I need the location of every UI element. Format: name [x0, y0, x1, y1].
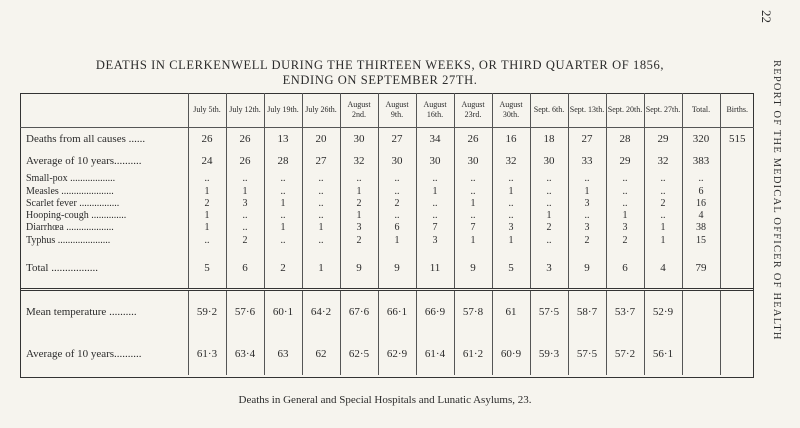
cell: 1	[606, 210, 644, 222]
cell: 7	[454, 222, 492, 234]
cell: 27	[302, 150, 340, 172]
cell: 9	[340, 248, 378, 290]
cell: 63·4	[226, 333, 264, 375]
col-header: August 2nd.	[340, 93, 378, 128]
cell: 1	[492, 234, 530, 248]
cell: 61·3	[188, 333, 226, 375]
cell: 1	[378, 234, 416, 248]
cell: 57·5	[568, 333, 606, 375]
page-number: 22	[759, 10, 774, 23]
cell	[720, 186, 754, 198]
cell	[720, 172, 754, 186]
cell: ..	[378, 172, 416, 186]
cell: 7	[416, 222, 454, 234]
row-avg10_temp	[20, 333, 754, 375]
cell: 2	[226, 234, 264, 248]
cell: 20	[302, 128, 340, 151]
cell: 1	[302, 248, 340, 290]
cell: 60·9	[492, 333, 530, 375]
cell	[682, 333, 720, 375]
cell: 3	[568, 222, 606, 234]
cell: 2	[340, 198, 378, 210]
cell	[720, 234, 754, 248]
cell: 1	[644, 234, 682, 248]
row-label: Mean temperature ..........	[26, 306, 137, 318]
cell: 2	[378, 198, 416, 210]
cell: 27	[568, 128, 606, 151]
cell: 26	[226, 150, 264, 172]
cell: 3	[340, 222, 378, 234]
cell: ..	[492, 210, 530, 222]
cell: 28	[264, 150, 302, 172]
cell: ..	[644, 210, 682, 222]
cell: 32	[492, 150, 530, 172]
col-header: July 26th.	[302, 93, 340, 128]
cell: 30	[340, 128, 378, 151]
cell: 1	[226, 186, 264, 198]
cell: 1	[340, 210, 378, 222]
cell: 1	[454, 198, 492, 210]
row-label: Average of 10 years..........	[26, 155, 142, 167]
row-label: Measles .....................	[26, 186, 114, 197]
row-label: Diarrhœa ...................	[26, 222, 114, 233]
col-header: August 16th.	[416, 93, 454, 128]
row-label: Total .................	[26, 262, 98, 274]
cell: 6	[682, 186, 720, 198]
cell: ..	[568, 172, 606, 186]
cell: 30	[530, 150, 568, 172]
cell: ..	[644, 186, 682, 198]
cell: ..	[644, 172, 682, 186]
cell: 1	[454, 234, 492, 248]
cell: 61·4	[416, 333, 454, 375]
cell: ..	[682, 172, 720, 186]
cell: 3	[530, 248, 568, 290]
running-header: REPORT OF THE MEDICAL OFFICER OF HEALTH	[771, 60, 782, 341]
cell: 61·2	[454, 333, 492, 375]
cell: ..	[188, 172, 226, 186]
cell: 38	[682, 222, 720, 234]
cell: 2	[644, 198, 682, 210]
cell: ..	[454, 186, 492, 198]
col-header: Sept. 6th.	[530, 93, 568, 128]
cell: 1	[188, 210, 226, 222]
cell: 4	[682, 210, 720, 222]
cell: 5	[492, 248, 530, 290]
cell: 66·1	[378, 290, 416, 334]
cell: 79	[682, 248, 720, 290]
cell: 1	[264, 198, 302, 210]
cell: 56·1	[644, 333, 682, 375]
cell: 26	[188, 128, 226, 151]
row-diarrhoea	[20, 222, 754, 234]
col-header: August 30th.	[492, 93, 530, 128]
cell: 3	[416, 234, 454, 248]
cell: ..	[302, 186, 340, 198]
cell: 33	[568, 150, 606, 172]
row-label: Hooping-cough ..............	[26, 210, 127, 221]
cell: 59·3	[530, 333, 568, 375]
cell: ..	[568, 210, 606, 222]
row-label: Average of 10 years..........	[26, 348, 142, 360]
cell: ..	[378, 186, 416, 198]
cell: 61	[492, 290, 530, 334]
cell: 30	[378, 150, 416, 172]
cell: ..	[264, 186, 302, 198]
cell: 60·1	[264, 290, 302, 334]
cell: 383	[682, 150, 720, 172]
cell: 62	[302, 333, 340, 375]
cell: 32	[340, 150, 378, 172]
col-header: Sept. 27th.	[644, 93, 682, 128]
cell: 16	[682, 198, 720, 210]
deaths-table	[20, 93, 754, 375]
cell: 29	[606, 150, 644, 172]
cell: 27	[378, 128, 416, 151]
cell: 24	[188, 150, 226, 172]
cell: 2	[568, 234, 606, 248]
cell: 57·5	[530, 290, 568, 334]
cell: 2	[188, 198, 226, 210]
cell: 13	[264, 128, 302, 151]
row-typhus	[20, 234, 754, 248]
row-label: Scarlet fever ................	[26, 198, 120, 209]
cell: ..	[416, 210, 454, 222]
cell: 3	[568, 198, 606, 210]
cell: ..	[302, 234, 340, 248]
cell: 3	[226, 198, 264, 210]
cell: 1	[340, 186, 378, 198]
col-header-births: Births.	[720, 93, 754, 128]
cell: ..	[302, 172, 340, 186]
cell: ..	[264, 172, 302, 186]
cell: 4	[644, 248, 682, 290]
cell: 515	[720, 128, 754, 151]
cell: 29	[644, 128, 682, 151]
row-mean_temp	[20, 290, 754, 334]
cell	[720, 222, 754, 234]
row-total	[20, 248, 754, 290]
cell: 6	[226, 248, 264, 290]
cell: 2	[606, 234, 644, 248]
cell: ..	[226, 210, 264, 222]
header-row	[20, 93, 754, 128]
cell: 67·6	[340, 290, 378, 334]
cell: ..	[454, 210, 492, 222]
cell	[720, 198, 754, 210]
cell: 28	[606, 128, 644, 151]
header-corner	[20, 93, 188, 128]
cell: 62·5	[340, 333, 378, 375]
cell	[720, 333, 754, 375]
cell: 1	[644, 222, 682, 234]
row-label: Typhus .....................	[26, 235, 111, 246]
cell: 52·9	[644, 290, 682, 334]
cell: ..	[416, 198, 454, 210]
cell: 3	[606, 222, 644, 234]
cell: 26	[454, 128, 492, 151]
row-label: Small-pox ..................	[26, 173, 116, 184]
cell: ..	[492, 198, 530, 210]
cell: ..	[340, 172, 378, 186]
cell: ..	[416, 172, 454, 186]
cell: 34	[416, 128, 454, 151]
cell: ..	[530, 172, 568, 186]
cell: 66·9	[416, 290, 454, 334]
col-header: Sept. 20th.	[606, 93, 644, 128]
cell: 32	[644, 150, 682, 172]
col-header: July 12th.	[226, 93, 264, 128]
col-header: Sept. 13th.	[568, 93, 606, 128]
cell: ..	[264, 210, 302, 222]
cell	[720, 248, 754, 290]
cell: ..	[530, 198, 568, 210]
row-hooping	[20, 210, 754, 222]
row-avg10	[20, 150, 754, 172]
table-title: DEATHS IN CLERKENWELL DURING THE THIRTEEN WEEKS, OR THIRD QUARTER OF 1856,	[95, 58, 665, 72]
cell: 11	[416, 248, 454, 290]
cell: 9	[568, 248, 606, 290]
col-header-total: Total.	[682, 93, 720, 128]
cell: 6	[378, 222, 416, 234]
cell	[720, 210, 754, 222]
row-measles	[20, 186, 754, 198]
footnote: Deaths in General and Special Hospitals and Lunatic Asylums, 23.	[238, 394, 532, 406]
cell: 2	[340, 234, 378, 248]
cell: 2	[264, 248, 302, 290]
cell: 1	[416, 186, 454, 198]
cell	[682, 290, 720, 334]
col-header: August 9th.	[378, 93, 416, 128]
col-header: August 23rd.	[454, 93, 492, 128]
cell: 9	[454, 248, 492, 290]
cell: 1	[188, 222, 226, 234]
cell: 64·2	[302, 290, 340, 334]
cell: 26	[226, 128, 264, 151]
cell: 53·7	[606, 290, 644, 334]
cell: 1	[492, 186, 530, 198]
cell: 3	[492, 222, 530, 234]
cell	[720, 150, 754, 172]
cell: 57·2	[606, 333, 644, 375]
cell: 57·6	[226, 290, 264, 334]
row-scarlet	[20, 198, 754, 210]
cell: 16	[492, 128, 530, 151]
cell: ..	[378, 210, 416, 222]
cell: 320	[682, 128, 720, 151]
col-header: July 19th.	[264, 93, 302, 128]
row-label: Deaths from all causes ......	[26, 133, 146, 145]
cell: 1	[264, 222, 302, 234]
cell: 30	[416, 150, 454, 172]
cell: 63	[264, 333, 302, 375]
cell: 2	[530, 222, 568, 234]
table-subtitle: ENDING ON SEPTEMBER 27TH.	[282, 73, 478, 87]
cell: ..	[302, 210, 340, 222]
cell: ..	[606, 198, 644, 210]
cell: ..	[530, 186, 568, 198]
cell: 1	[188, 186, 226, 198]
cell: ..	[606, 186, 644, 198]
cell: 1	[302, 222, 340, 234]
cell: ..	[454, 172, 492, 186]
cell: ..	[606, 172, 644, 186]
cell: ..	[226, 172, 264, 186]
cell: 18	[530, 128, 568, 151]
cell: ..	[264, 234, 302, 248]
cell: ..	[492, 172, 530, 186]
row-deaths	[20, 128, 754, 151]
col-header: July 5th.	[188, 93, 226, 128]
cell: 6	[606, 248, 644, 290]
cell: ..	[226, 222, 264, 234]
cell: 9	[378, 248, 416, 290]
cell: 15	[682, 234, 720, 248]
cell	[720, 290, 754, 334]
row-smallpox	[20, 172, 754, 186]
cell: 59·2	[188, 290, 226, 334]
cell: 5	[188, 248, 226, 290]
cell: 1	[530, 210, 568, 222]
cell: ..	[188, 234, 226, 248]
cell: 1	[568, 186, 606, 198]
cell: 57·8	[454, 290, 492, 334]
cell: 58·7	[568, 290, 606, 334]
cell: 62·9	[378, 333, 416, 375]
cell: 30	[454, 150, 492, 172]
cell: ..	[302, 198, 340, 210]
cell: ..	[530, 234, 568, 248]
